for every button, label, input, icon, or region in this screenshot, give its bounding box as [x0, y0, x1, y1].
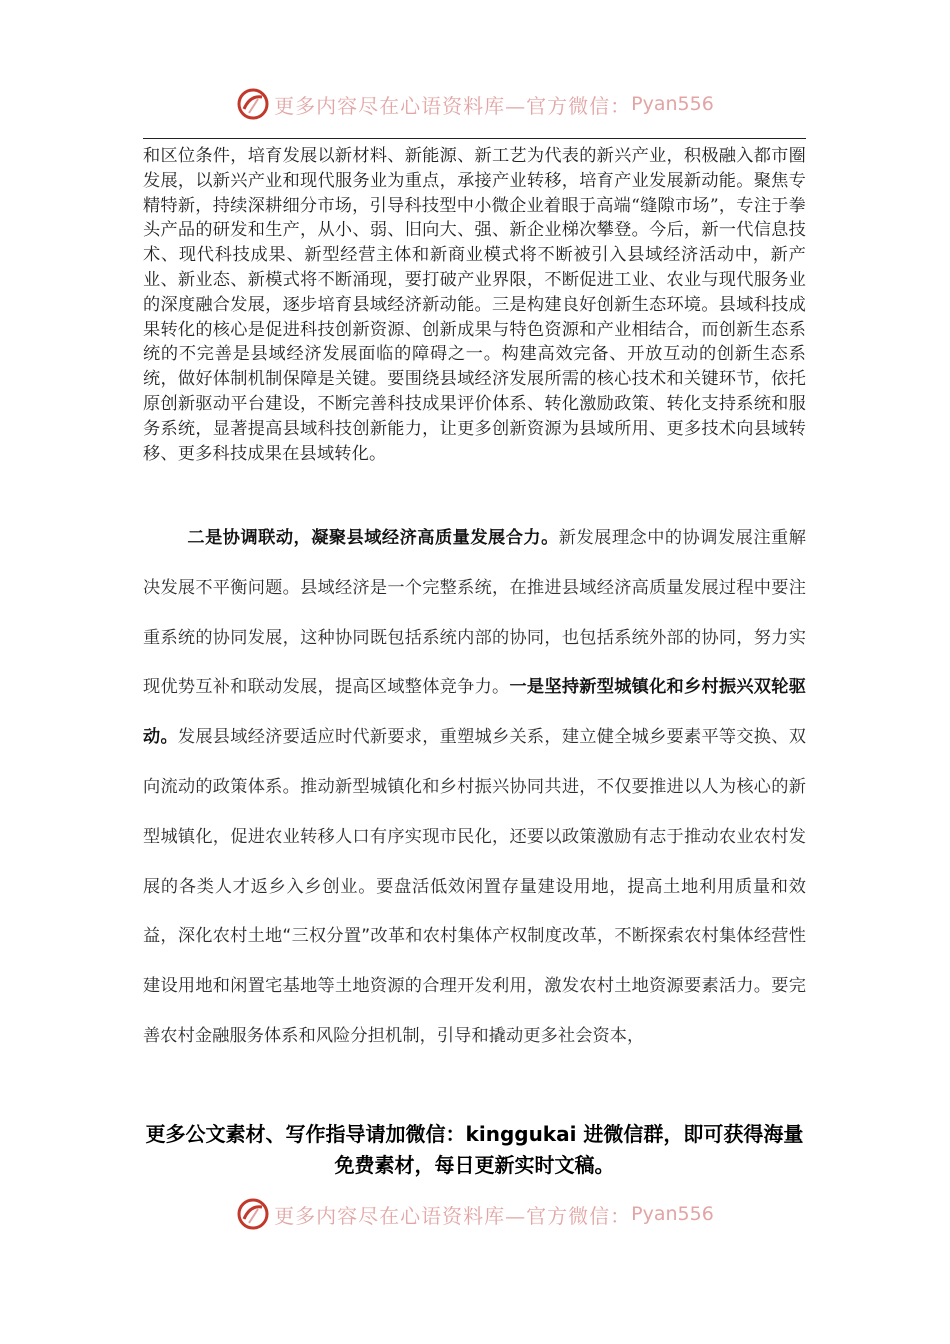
footer-banner-id: Pyan556	[631, 1203, 714, 1225]
paragraph-text: 发展县域经济要适应时代新要求，重塑城乡关系，建立健全城乡要素平等交换、双向流动的政策体系。推动新型城镇化和乡村振兴协同共进，不仅要推进以人为核心的新型城镇化，促进农业转移人口有序实现市民化，还要以政策激励有志于推动农业农村发展的各类人才返乡入乡创业。要盘活低效闲置存量建设用地，提高土地利用质量和效益，深化农村土地“三权分置”改革和农村集体产权制度改革，不断探索农村集体经营性建设用地和闲置宅基地等土地资源的合理开发利用，激发农村土地资源要素活力。要完善农村金融服务体系和风险分担机制，引导和撬动更多社会资本，	[143, 727, 806, 1046]
body-paragraph-1: 和区位条件，培育发展以新材料、新能源、新工艺为代表的新兴产业，积极融入都市圈发展，以新兴产业和现代服务业为重点，承接产业转移，培育产业发展新动能。聚焦专精特新，持续深耕细分市场，引导科技型中小微企业着眼于高端“缝隙市场”，专注于拳头产品的研发和生产，从小、弱、旧向大、强、新企业梯次攀登。今后，新一代信息技术、现代科技成果、新型经营主体和新商业模式将不断被引入县域经济活动中，新产业、新业态、新模式将不断涌现，要打破产业界限，不断促进工业、农业与现代服务业的深度融合发展，逐步培育县域经济新动能。三是构建良好创新生态环境。县域科技成果转化的核心是促进科技创新资源、创新成果与特色资源和产业相结合，而创新生态系统的不完善是县域经济发展面临的障碍之一。构建高效完备、开放互动的创新生态系统，做好体制机制保障是关键。要围绕县域经济发展所需的核心技术和关键环节，依托原创新驱动平台建设，不断完善科技成果评价体系、转化激励政策、转化支持系统和服务系统，显著提高县域科技创新能力，让更多创新资源为县域所用、更多技术向县域转移、更多科技成果在县域转化。	[143, 146, 806, 464]
header-banner	[0, 84, 950, 124]
footer-banner	[0, 1194, 950, 1234]
header-divider	[143, 138, 806, 139]
logo-icon	[236, 1197, 270, 1231]
promo-text: 更多公文素材、写作指导请加微信：kinggukai 进微信群，即可获得海量免费素材，每日更新实时文稿。	[145, 1122, 804, 1177]
logo-icon	[236, 87, 270, 121]
body-paragraph-2	[143, 514, 806, 1062]
section-subheading: 一是坚持新型城镇化和乡村振兴双轮驱动。	[143, 677, 806, 748]
header-banner-text: 更多内容尽在心语资料库—官方微信：	[274, 93, 632, 118]
footer-banner-text: 更多内容尽在心语资料库—官方微信：	[274, 1203, 632, 1228]
header-banner-id: Pyan556	[631, 93, 714, 115]
section-heading: 二是协调联动，凝聚县域经济高质量发展合力。	[187, 528, 559, 548]
paragraph-text: 新发展理念中的协调发展注重解决发展不平衡问题。县域经济是一个完整系统，在推进县域经济高质量发展过程中要注重系统的协同发展，这种协同既包括系统内部的协同，也包括系统外部的协同，努力实现优势互补和联动发展，提高区域整体竞争力。	[143, 528, 806, 698]
